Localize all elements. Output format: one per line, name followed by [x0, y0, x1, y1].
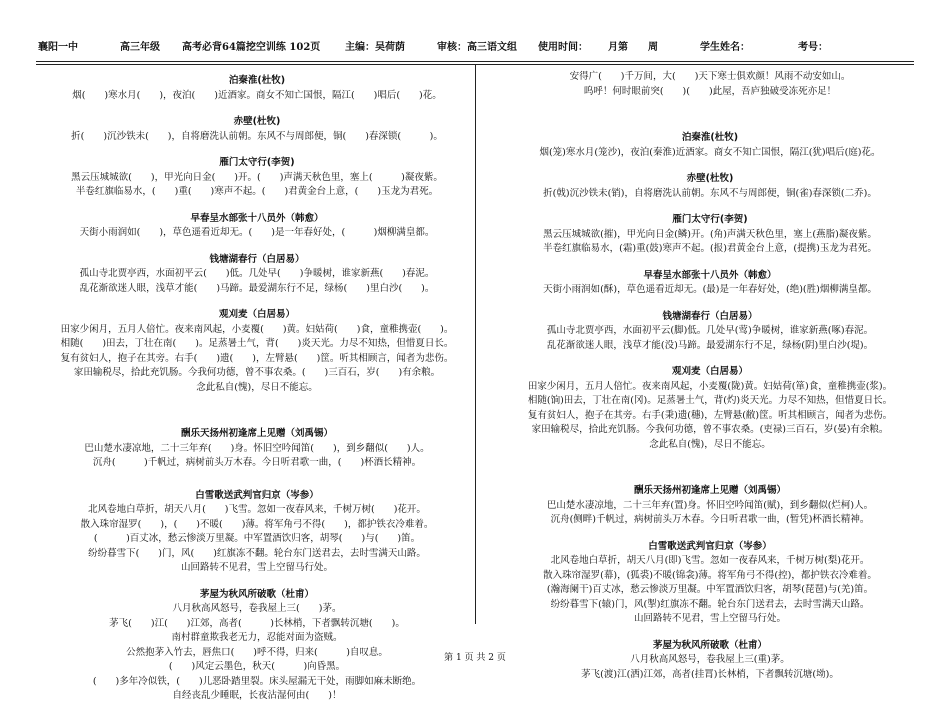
- poem-title: 观刈麦（白居易）: [218, 309, 295, 320]
- poem-title: 酬乐天扬州初逢席上见赠（刘禹锡）: [180, 428, 333, 439]
- poem-title: 泊秦淮(杜牧): [228, 75, 286, 86]
- poem-line: 巴山楚水凄凉地，二十三年弃(置)身。怀旧空吟闻笛(赋)，到乡翻似(烂柯)人。: [546, 499, 874, 511]
- poem-line: 自经丧乱少睡眠，长夜沾湿何由( )！: [172, 690, 342, 701]
- poem-line: 巴山楚水凄凉地，二十三年弃( )身。怀旧空吟闻笛( )，到乡翻似( )人。: [84, 442, 430, 454]
- poem-line: 北风卷地白草折，胡天八月(即)飞雪。忽如一夜春风来，千树万树(梨)花开。: [550, 555, 870, 566]
- page-header: [0, 0, 950, 60]
- header-week: 周: [648, 42, 658, 53]
- poem-line: 烟(笼)寒水月(笼沙)，夜泊(秦淮)近酒家。商女不知亡国恨，隔江(犹)唱后(庭)花。: [539, 146, 881, 158]
- poem-title: 茅屋为秋风所破歌（杜甫）: [199, 588, 314, 600]
- header-rule-top: [36, 61, 914, 62]
- poem-title: 白雪歌送武判官归京（岑参）: [648, 540, 772, 552]
- poem-line: 田家少闲月，五月人倍忙。夜来南风起，小麦覆(陇)黄。妇姑荷(箪)食，童稚携壶(浆)。: [527, 380, 893, 392]
- header-editor: 主编：吴荷荫: [345, 42, 405, 53]
- poem-title: 茅屋为秋风所破歌（杜甫）: [652, 639, 767, 651]
- poem-line: 家田输税尽，拾此充饥肠。今我何功德，曾不事农桑。( )三百石，岁( )有余粮。: [73, 367, 441, 378]
- poem-line: 折(戟)沉沙铁未(销)，自将磨洗认前朝。东风不与周郎便，铜(雀)春深锁(二乔)。: [543, 187, 877, 199]
- poem-title: 赤壁(杜牧): [233, 116, 281, 127]
- poem-title: 白雪歌送武判官归京（岑参）: [195, 489, 319, 501]
- poem-line: ( )百丈冰，愁云惨淡万里凝。中军置酒饮归客，胡琴( )与( )笛。: [93, 533, 421, 544]
- poem-line: 南村群童欺我老无力，忍能对面为盗贼。: [171, 632, 343, 643]
- poem-title: 观刈麦（白居易）: [671, 366, 748, 377]
- poem-title: 雁门太守行(李贺): [672, 214, 748, 225]
- header-reviewer: 审核：高三语文组: [437, 42, 517, 53]
- poem-line: 半卷红旗临易水，( )重( )寒声不起。( )君黄金台上意，( )玉龙为君死。: [75, 186, 439, 197]
- poem-line: 茅飞( )江( )江郊，高者( )长林梢，下者飘转沉塘( )。: [109, 617, 405, 629]
- poem-title: 泊秦淮(杜牧): [681, 132, 739, 143]
- poem-line: 散入珠帘湿罗( )，( )不暖( )薄。将军角弓不得( )，都护铁衣冷难着。: [80, 518, 434, 530]
- poem-line: 纷纷暮雪下(辕)门，风(掣)红旗冻不翻。轮台东门送君去，去时雪满天山路。: [550, 598, 870, 610]
- header-subject: 高考必背64篇挖空训练 102页: [182, 42, 321, 53]
- poem-line: 茅飞(渡)江(洒)江郊，高者(挂罥)长林梢，下者飘转沉塘(坳)。: [581, 668, 839, 680]
- poem-line: 安得广( )千万间，大( )天下寒士俱欢颜！风雨不动安如山。: [569, 71, 851, 82]
- poem-line: 复有贫妇人，抱子在其旁。右手(秉)遗(穗)，左臂悬(敝)筐。听其相顾言，闻者为悲伤。: [527, 409, 893, 421]
- poem-line: 孤山寺北贾亭西，水面初平云( )低。几处早( )争暖树，谁家新燕( )春泥。: [79, 268, 435, 279]
- header-exam-no: 考号：: [798, 42, 828, 53]
- left-column: [52, 70, 462, 704]
- poem-line: 呜呼！何时眼前突( )( )此屋，吾庐独破受冻死亦足！: [583, 85, 837, 97]
- poem-line: 北风卷地白草折，胡天八月( )飞雪。忽如一夜春风来，千树万树( )花开。: [88, 504, 426, 515]
- poem-line: 八月秋高风怒号，卷我屋上三(重)茅。: [630, 654, 790, 665]
- poem-title: 雁门太守行(李贺): [219, 157, 295, 168]
- poem-line: 公然抱茅入竹去，唇焦口( )呼不得，归来( )自叹息。: [126, 646, 388, 658]
- poem-line: 黑云压城城欲( )，甲光向日金( )开。( )声满天秋色里，塞上( )凝夜紫。: [71, 171, 443, 183]
- header-student: 学生姓名：: [700, 42, 750, 53]
- poem-title: 钱塘湖春行（白居易）: [209, 253, 305, 265]
- poem-title: 早春呈水部张十八员外（韩愈）: [190, 212, 324, 224]
- poem-line: 沉舟( )千帆过，病树前头万木春。今日听君歌一曲，( )杯酒长精神。: [92, 457, 422, 468]
- poem-line: 家田输税尽，拾此充饥肠。今我何功德，曾不事农桑。(吏禄)三百石，岁(晏)有余粮。: [531, 424, 889, 435]
- header-time: 使用时间：: [538, 42, 588, 53]
- poem-line: 念此私自(愧)，尽日不能忘。: [649, 438, 771, 450]
- header-month: 月第: [608, 42, 628, 53]
- poem-title: 早春呈水部张十八员外（韩愈）: [643, 269, 777, 281]
- poem-line: 念此私自(愧)，尽日不能忘。: [196, 381, 318, 393]
- poem-line: 沉舟(侧畔)千帆过，病树前头万木春。今日听君歌一曲，(暂凭)杯酒长精神。: [550, 514, 870, 525]
- poem-title: 钱塘湖春行（白居易）: [662, 310, 758, 322]
- poem-line: ( )风定云墨色，秋天( )向昏黑。: [168, 661, 346, 672]
- poem-line: 烟( )寒水月( )，夜泊( )近酒家。商女不知亡国恨，隔江( )唱后( )花。: [72, 89, 442, 101]
- page-footer: 第 1 页 共 2 页: [444, 653, 506, 663]
- poem-line: 相随(饷)田去，丁壮在南(冈)。足蒸暑土气，背(灼)炎天光。力尽不知热，但惜夏日长。: [527, 395, 893, 406]
- poem-line: 天街小雨润如( )，草色遥看近却无。( )是一年春好处，( )烟柳满皇都。: [79, 227, 435, 238]
- poem-line: 复有贫妇人，抱子在其旁。右手( )遗( )，左臂悬( )筐。听其相顾言，闻者为悲伤。: [60, 352, 454, 364]
- poem-line: 天街小雨润如(酥)，草色遥看近却无。(最)是一年春好处，(绝)(胜)烟柳满皇都。: [543, 284, 877, 295]
- poem-title: 赤壁(杜牧): [686, 173, 734, 184]
- column-divider: [475, 64, 476, 624]
- right-column: [500, 70, 920, 682]
- poem-line: 八月秋高风怒号，卷我屋上三( )茅。: [172, 603, 342, 614]
- poem-line: 孤山寺北贾亭西，水面初平云(脚)低。几处早(莺)争暖树，谁家新燕(啄)春泥。: [546, 325, 874, 336]
- poem-line: 纷纷暮雪下( )门，风( )红旗冻不翻。轮台东门送君去，去时雪满天山路。: [88, 547, 426, 559]
- poem-line: 折( )沉沙铁未( )，自将磨洗认前朝。东风不与周郎便，铜( )春深锁( )。: [71, 130, 443, 142]
- header-school: 襄阳一中: [38, 42, 78, 53]
- poem-title: 酬乐天扬州初逢席上见赠（刘禹锡）: [633, 485, 786, 496]
- poem-line: 散入珠帘湿罗(幕)，(狐裘)不暖(锦衾)薄。将军角弓不得(控)，都护铁衣冷难着。: [543, 569, 877, 581]
- poem-line: 相随( )田去，丁壮在南( )。足蒸暑土气，背( )炎天光。力尽不知热，但惜夏日长。: [60, 338, 454, 349]
- poem-line: 山回路转不见君，雪上空留马行处。: [633, 613, 786, 624]
- poem-line: 山回路转不见君，雪上空留马行处。: [180, 562, 333, 573]
- poem-line: (瀚海阑干)百丈冰，愁云惨淡万里凝。中军置酒饮归客，胡琴(琵琶)与(羌)笛。: [546, 584, 874, 595]
- poem-line: 乱花渐欲迷人眼，浅草才能(没)马蹄。最爱湖东行不足，绿杨(阴)里白沙(堤)。: [546, 339, 874, 351]
- poem-line: 乱花渐欲迷人眼，浅草才能( )马蹄。最爱湖东行不足，绿杨( )里白沙( )。: [79, 282, 435, 294]
- poem-line: 黑云压城城欲(摧)，甲光向日金(鳞)开。(角)声满天秋色里，塞上(燕脂)凝夜紫。: [543, 228, 877, 240]
- header-grade: 高三年级: [120, 42, 160, 53]
- poem-line: 田家少闲月，五月人倍忙。夜来南风起，小麦覆( )黄。妇姑荷( )食，童稚携壶( )。: [60, 323, 454, 335]
- poem-line: 半卷红旗临易水，(霜)重(鼓)寒声不起。(报)君黄金台上意，(提携)玉龙为君死。: [543, 243, 877, 254]
- poem-line: ( )多年冷似铁，( )儿恶卧踏里裂。床头屋漏无干处，雨脚如麻未断绝。: [92, 675, 422, 687]
